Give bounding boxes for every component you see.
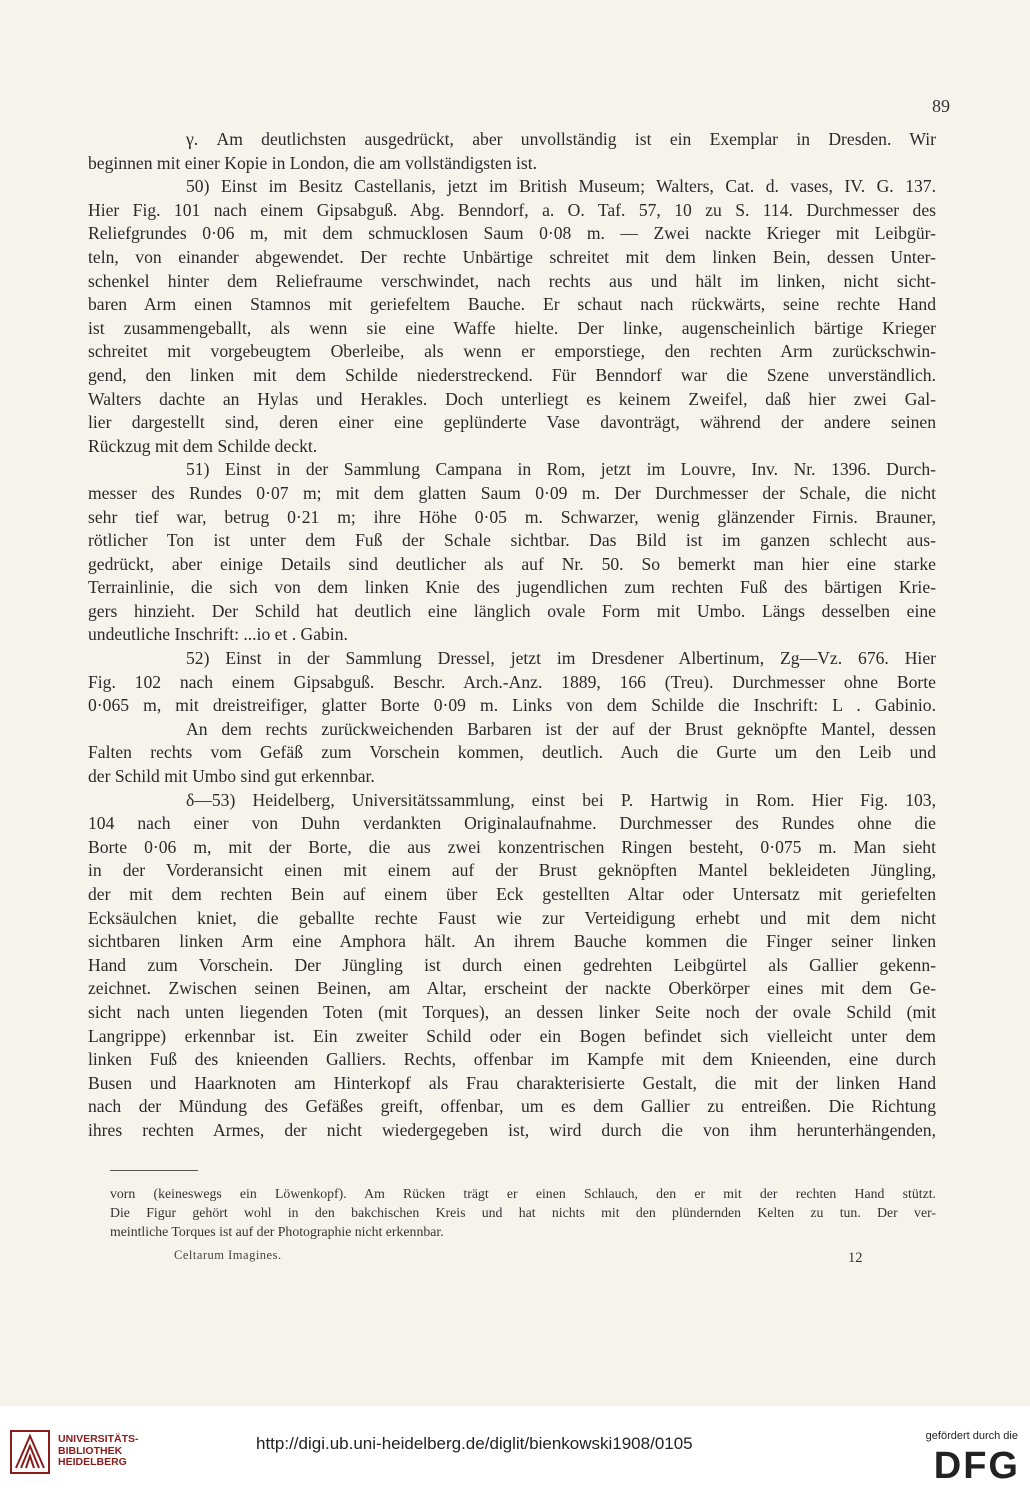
printer-signature: Celtarum Imagines. bbox=[174, 1248, 282, 1262]
library-line: HEIDELBERG bbox=[58, 1456, 127, 1468]
text-line: Hier Fig. 101 nach einem Gipsabguß. Abg. Benndorf, a. O. Taf. 57, 10 zu S. 114. Durchmesser des bbox=[88, 199, 936, 220]
page-number: 89 bbox=[932, 96, 950, 116]
text-line: lier dargestellt sind, deren einer eine geplünderte Vase davonträgt, während der andere seinen bbox=[88, 412, 936, 433]
text-line: 52) Einst in der Sammlung Dressel, jetzt im Dresdener Albertinum, Zg—Vz. 676. Hier bbox=[186, 648, 936, 669]
text-line: rötlicher Ton ist unter dem Fuß der Schale sichtbar. Das Bild ist im ganzen schlecht aus- bbox=[88, 530, 936, 551]
text-line: Busen und Haarknoten am Hinterkopf als Frau charakterisierte Gestalt, die mit der linken Hand bbox=[88, 1072, 936, 1093]
footnote-line: meintliche Torques ist auf der Photographie nicht erkennbar. bbox=[110, 1224, 444, 1239]
digitization-footer bbox=[0, 1406, 1030, 1491]
text-line: 50) Einst im Besitz Castellanis, jetzt im British Museum; Walters, Cat. d. vases, IV. G. 137. bbox=[186, 176, 936, 197]
dfg-logo[interactable]: DFG bbox=[933, 1444, 1020, 1487]
text-line: sehr tief war, betrug 0·21 m; ihre Höhe 0·05 m. Schwarzer, wenig glänzender Firnis. Brauner, bbox=[88, 506, 936, 527]
text-line: Rückzug mit dem Schilde deckt. bbox=[88, 435, 318, 456]
text-line: baren Arm einen Stamnos mit geriefeltem Bauche. Er schaut nach rückwärts, seine rechte Hand bbox=[88, 294, 936, 315]
text-line: gend, den linken mit dem Schilde niederstreckend. Für Benndorf war die Szene unverständlich. bbox=[88, 364, 936, 385]
text-line: in der Vorderansicht einen mit einem auf der Brust geknöpften Mantel bekleideten Jüngling, bbox=[88, 860, 936, 881]
text-line: ist zusammengeballt, als wenn sie eine Waffe hielte. Der linke, augenscheinlich bärtige Krieger bbox=[88, 317, 936, 338]
text-line: undeutliche Inschrift: ...io et . Gabin. bbox=[88, 624, 348, 645]
library-crest-icon[interactable] bbox=[10, 1430, 50, 1474]
library-name[interactable] bbox=[58, 1434, 139, 1469]
text-line: Terrainlinie, die sich von dem linken Knie des jugendlichen zum rechten Fuß des bärtigen Krie- bbox=[88, 577, 936, 598]
footnote-line: vorn (keineswegs ein Löwenkopf). Am Rücken trägt er einen Schlauch, den er mit der rechten Hand stützt. bbox=[110, 1186, 936, 1201]
footnote-divider bbox=[110, 1170, 198, 1171]
text-line: ihres rechten Armes, der nicht wiedergegeben ist, wird durch die von ihm herunterhängenden, bbox=[88, 1119, 936, 1140]
text-line: schenkel hinter dem Reliefraume verschwindet, nach rechts aus und hält im linken, nicht sicht- bbox=[88, 270, 936, 291]
text-line: γ. Am deutlichsten ausgedrückt, aber unvollständig ist ein Exemplar in Dresden. Wir bbox=[186, 129, 936, 149]
text-line: gers hinzieht. Der Schild hat deutlich eine länglich ovale Form mit Umbo. Längs desselben eine bbox=[88, 600, 936, 621]
text-line: Walters dachte an Hylas und Herakles. Doch unterliegt es keinem Zweifel, daß hier zwei Gal- bbox=[88, 388, 936, 409]
footnotes bbox=[110, 1184, 936, 1241]
funding-caption: gefördert durch die bbox=[925, 1430, 1018, 1442]
text-line: δ—53) Heidelberg, Universitätssammlung, einst bei P. Hartwig in Rom. Hier Fig. 103, bbox=[186, 789, 936, 810]
text-line: der Schild mit Umbo sind gut erkennbar. bbox=[88, 766, 375, 787]
text-line: messer des Rundes 0·07 m; mit dem glatten Saum 0·09 m. Der Durchmesser der Schale, die nicht bbox=[88, 482, 936, 503]
text-line: schreitet mit vorgebeugtem Oberleibe, als wenn er emporstiege, den rechten Arm zurückschwin- bbox=[88, 341, 936, 362]
text-line: Langrippe) erkennbar ist. Ein zweiter Schild oder ein Bogen befindet sich vielleicht unter dem bbox=[88, 1025, 936, 1046]
text-line: Ecksäulchen kniet, die geballte rechte Faust wie zur Verteidigung erhebt und mit dem nicht bbox=[88, 907, 936, 928]
library-line: BIBLIOTHEK bbox=[58, 1444, 123, 1457]
text-line: 104 nach einer von Duhn verdankten Originalaufnahme. Durchmesser des Rundes ohne die bbox=[88, 813, 936, 834]
library-line: UNIVERSITÄTS- bbox=[58, 1433, 139, 1445]
text-line: linken Fuß des knieenden Galliers. Rechts, offenbar im Kampfe mit dem Knieenden, eine durch bbox=[88, 1049, 936, 1070]
text-line: sicht nach unten liegenden Toten (mit Torques), an dessen linker Seite noch der ovale Schild (mit bbox=[88, 1001, 936, 1022]
body-text bbox=[88, 128, 936, 1143]
text-line: nach der Mündung des Gefäßes greift, offenbar, um es dem Gallier zu entreißen. Die Richtung bbox=[88, 1096, 936, 1117]
text-line: Hand zum Vorschein. Der Jüngling ist durch einen gedrehten Leibgürtel als Gallier gekenn- bbox=[88, 954, 936, 975]
text-line: beginnen mit einer Kopie in London, die am vollständigsten ist. bbox=[88, 152, 538, 173]
text-line: Reliefgrundes 0·06 m, mit dem schmucklosen Saum 0·08 m. — Zwei nackte Krieger mit Leibgür- bbox=[88, 223, 936, 244]
text-line: teln, von einander abgewendet. Der rechte Unbärtige schreitet mit dem linken Bein, dessen Unter- bbox=[88, 246, 936, 267]
text-line: An dem rechts zurückweichenden Barbaren ist der auf der Brust geknöpfte Mantel, dessen bbox=[186, 718, 936, 739]
text-line: 0·065 m, mit dreistreifiger, glatter Borte 0·09 m. Links von dem Schilde die Inschrift: L . Gabinio. bbox=[88, 695, 936, 716]
footnote-line: Die Figur gehört wohl in den bakchischen Kreis und hat nichts mit den plündernden Kelten zu tun. Der ver- bbox=[110, 1205, 936, 1220]
text-line: Falten rechts vom Gefäß zum Vorschein kommen, deutlich. Auch die Gurte um den Leib und bbox=[88, 742, 936, 763]
text-line: sichtbaren linken Arm eine Amphora hält. An ihrem Bauche kommen die Finger seiner linken bbox=[88, 931, 936, 952]
text-line: Borte 0·06 m, mit der Borte, die aus zwei konzentrischen Ringen besteht, 0·075 m. Man sieht bbox=[88, 836, 936, 857]
text-line: der mit dem rechten Bein auf einem über Eck gestellten Altar oder Untersatz mit geriefelten bbox=[88, 884, 936, 904]
sheet-number: 12 bbox=[848, 1250, 863, 1266]
text-line: gedrückt, aber einige Details sind deutlicher als auf Nr. 50. So bemerkt man hier eine starke bbox=[88, 553, 936, 574]
text-line: Fig. 102 nach einem Gipsabguß. Beschr. Arch.-Anz. 1889, 166 (Treu). Durchmesser ohne Borte bbox=[88, 671, 936, 692]
permalink-url[interactable]: http://digi.ub.uni-heidelberg.de/diglit/bienkowski1908/0105 bbox=[256, 1434, 693, 1453]
text-line: zeichnet. Zwischen seinen Beinen, am Altar, erscheint der nackte Oberkörper eines mit dem Ge- bbox=[88, 978, 936, 999]
text-line: 51) Einst in der Sammlung Campana in Rom, jetzt im Louvre, Inv. Nr. 1396. Durch- bbox=[186, 459, 936, 480]
